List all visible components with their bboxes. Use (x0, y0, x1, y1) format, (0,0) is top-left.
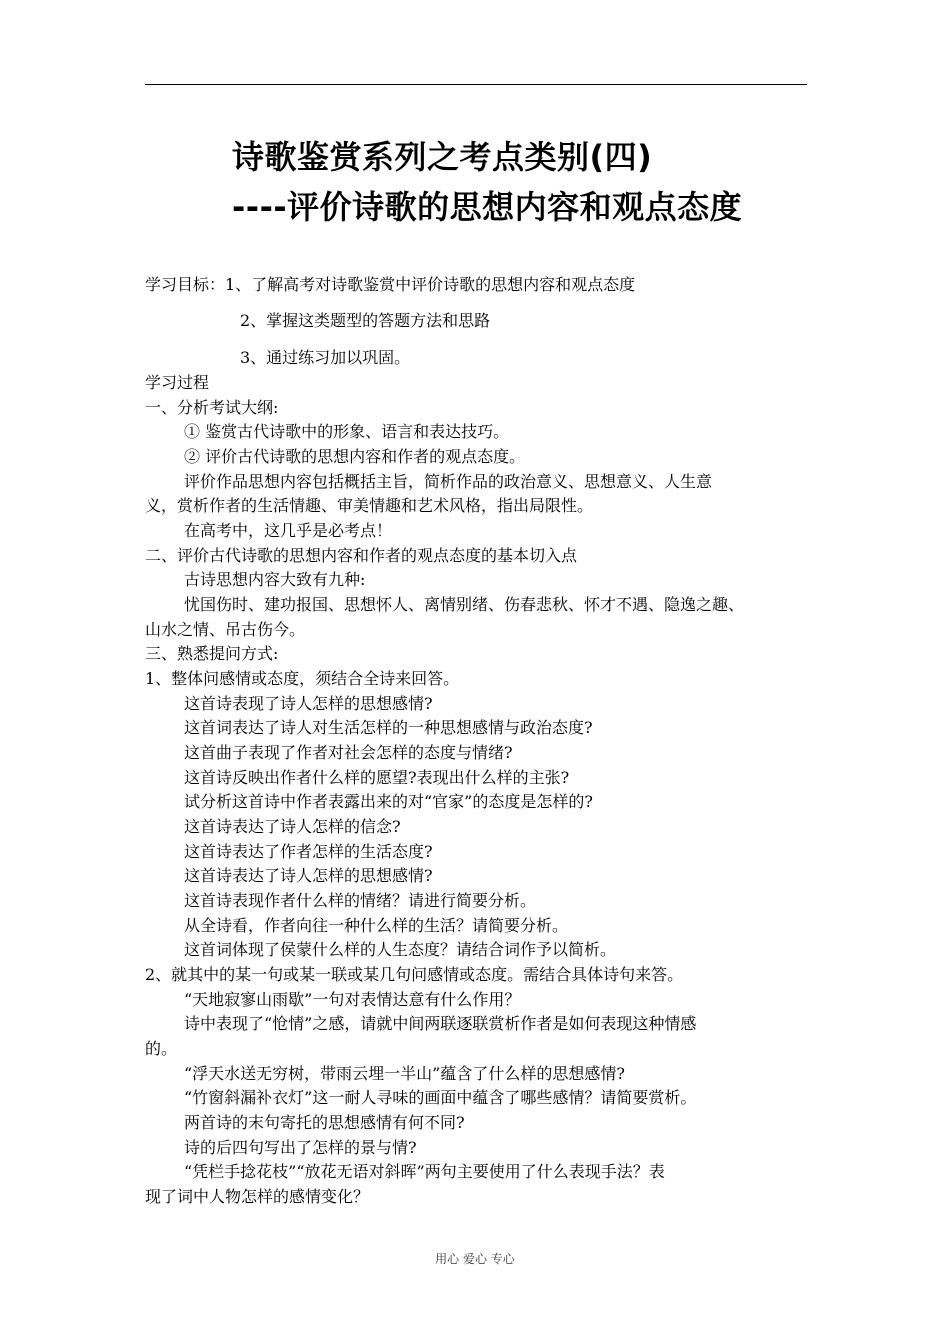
section-heading: 二、评价古代诗歌的思想内容和作者的观点态度的基本切入点 (145, 546, 578, 565)
section-heading: 三、熟悉提问方式: (145, 644, 279, 663)
body-line: 古诗思想内容大致有九种: (184, 570, 366, 589)
question-line: 这首诗表达了诗人怎样的思想感情? (184, 866, 433, 885)
section-heading: 学习过程 (145, 373, 210, 392)
body-line: 忧国伤时、建功报国、思想怀人、离情别绪、伤春悲秋、怀才不遇、隐逸之趣、 (184, 595, 745, 614)
body-line: ② 评价古代诗歌的思想内容和作者的观点态度。 (184, 447, 526, 466)
body-line: 学习目标：1、了解高考对诗歌鉴赏中评价诗歌的思想内容和观点态度 (145, 275, 636, 294)
question-line: 试分析这首诗中作者表露出来的对“官家”的态度是怎样的? (184, 792, 593, 811)
question-line: 这首曲子表现了作者对社会怎样的态度与情绪? (184, 743, 513, 762)
document-subtitle: ----评价诗歌的思想内容和观点态度 (232, 188, 743, 226)
body-line: 在高考中，这几乎是必考点！ (184, 521, 393, 540)
question-line: “凭栏手捻花枝”“放花无语对斜晖”两句主要使用了什么表现手法？表 (184, 1162, 665, 1181)
body-line: 义，赏析作者的生活情趣、审美情趣和艺术风格，指出局限性。 (145, 496, 594, 515)
question-line: 两首诗的末句寄托的思想感情有何不同? (184, 1113, 465, 1132)
body-line: ① 鉴赏古代诗歌中的形象、语言和表达技巧。 (184, 422, 510, 441)
question-line: “天地寂寥山雨歇”一句对表情达意有什么作用？ (184, 990, 521, 1009)
question-line: 这首诗表达了诗人怎样的信念? (184, 817, 401, 836)
question-line: 这首词表达了诗人对生活怎样的一种思想感情与政治态度? (184, 718, 593, 737)
document-title: 诗歌鉴赏系列之考点类别(四) (232, 138, 653, 176)
header-rule (145, 84, 807, 85)
question-line: 这首词体现了侯蒙什么样的人生态度？请结合词作予以简析。 (184, 940, 617, 959)
body-line: 2、就其中的某一句或某一联或某几句问感情或态度。需结合具体诗句来答。 (145, 965, 684, 984)
question-line: “浮天水送无穷树，带雨云埋一半山”蕴含了什么样的思想感情? (184, 1064, 625, 1083)
question-line: 从全诗看，作者向往一种什么样的生活？请简要分析。 (184, 916, 569, 935)
question-line: 这首诗表达了作者怎样的生活态度? (184, 842, 433, 861)
question-line: 的。 (145, 1039, 178, 1058)
question-line: 诗中表现了“怆情”之感，请就中间两联逐联赏析作者是如何表现这种情感 (184, 1014, 697, 1033)
body-line: 3、通过练习加以巩固。 (240, 348, 411, 367)
body-line: 评价作品思想内容包括概括主旨，简析作品的政治意义、思想意义、人生意 (184, 472, 713, 491)
question-line: 诗的后四句写出了怎样的景与情? (184, 1138, 417, 1157)
page-footer: 用心 爱心 专心 (435, 1252, 515, 1266)
question-line: 现了词中人物怎样的感情变化？ (145, 1187, 370, 1206)
question-line: 这首诗反映出作者什么样的愿望?表现出什么样的主张? (184, 768, 570, 787)
body-line: 2、掌握这类题型的答题方法和思路 (240, 311, 491, 330)
question-line: 这首诗表现作者什么样的情绪？请进行简要分析。 (184, 891, 537, 910)
body-line: 1、整体问感情或态度，须结合全诗来回答。 (145, 669, 460, 688)
question-line: 这首诗表现了诗人怎样的思想感情? (184, 694, 433, 713)
body-line: 山水之情、吊古伤今。 (145, 620, 306, 639)
section-heading: 一、分析考试大纲: (145, 398, 279, 417)
question-line: “竹窗斜漏补衣灯”这一耐人寻味的画面中蕴含了哪些感情？请简要赏析。 (184, 1088, 697, 1107)
